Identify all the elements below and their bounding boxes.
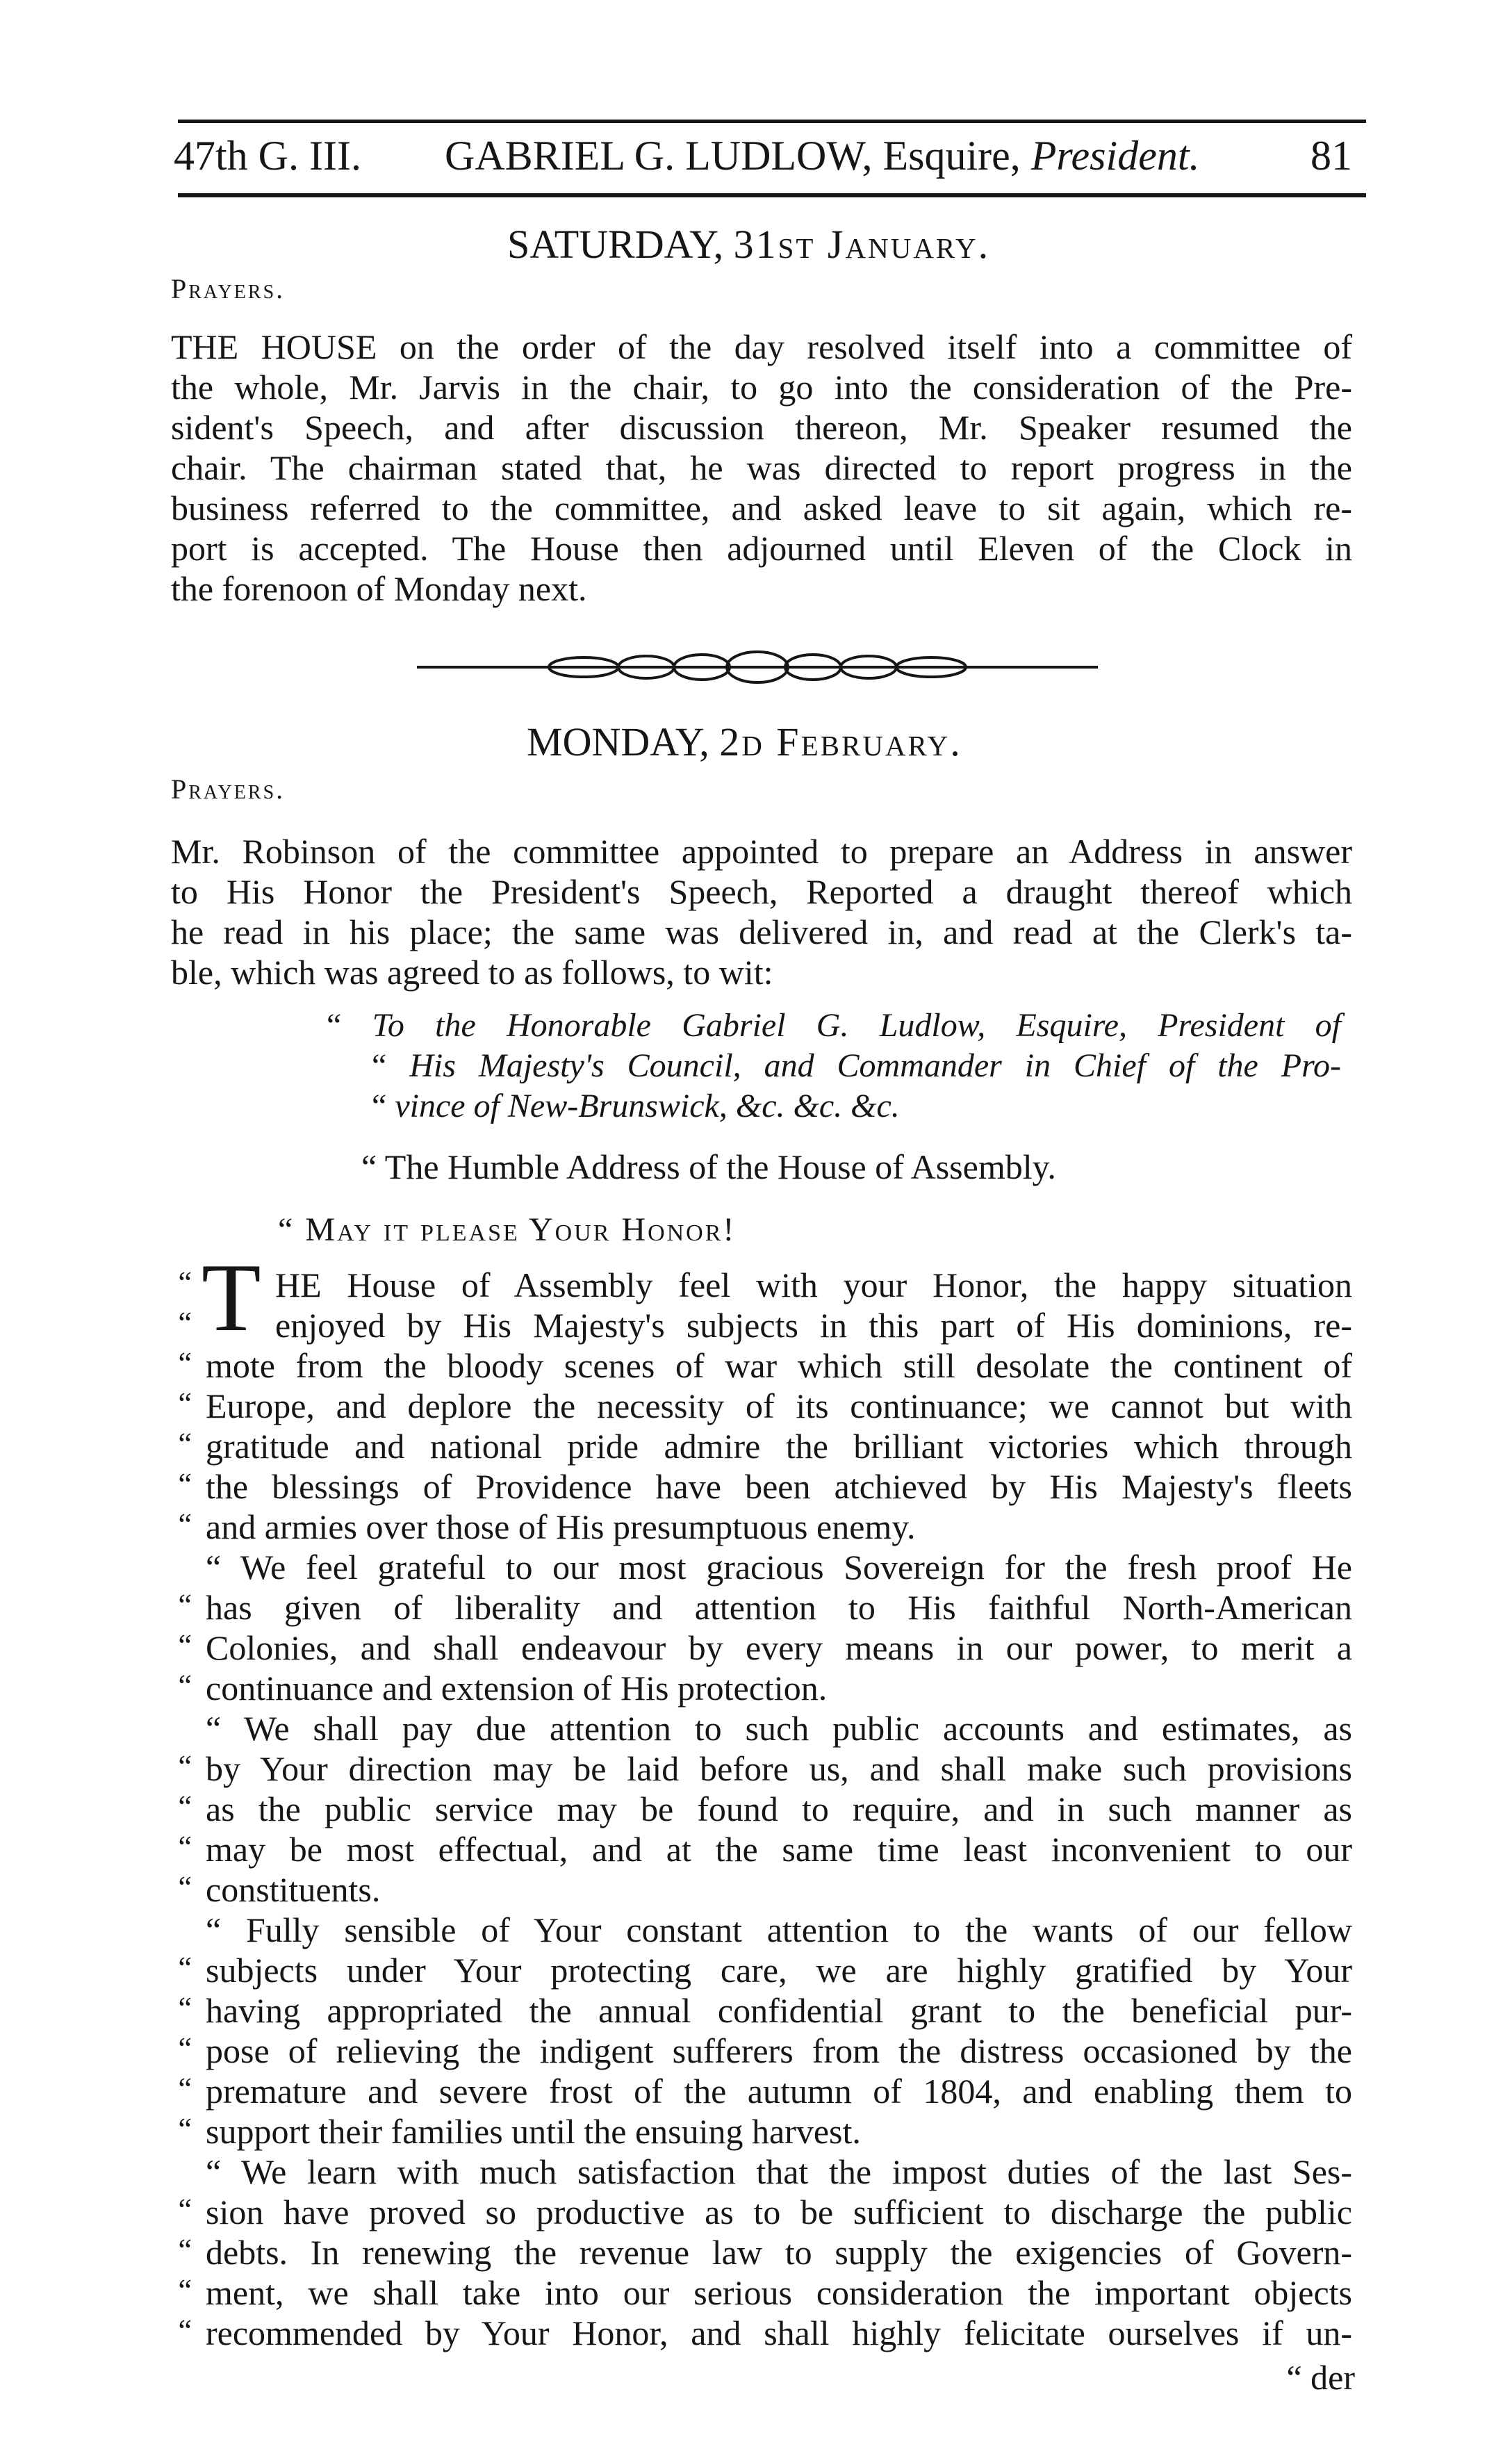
body-line: enjoyed by His Majesty's subjects in this part of His dominions, re- [275,1306,1352,1345]
body-line: sion have proved so productive as to be sufficient to discharge the public [206,2193,1352,2231]
top-rule [178,120,1366,123]
address-to-line: “ To the Honorable Gabriel G. Ludlow, Esquire, President of [327,1007,1341,1044]
body-line: mote from the bloody scenes of war which still desolate the continent of [206,1346,1352,1385]
body-line: by Your direction may be laid before us, and shall make such provisions [206,1749,1352,1788]
body-line: gratitude and national pride admire the brilliant victories which through [206,1427,1352,1466]
running-head-title [445,132,1200,195]
body-line: support their families until the ensuing harvest. [206,2112,861,2151]
monday-line: to His Honor the President's Speech, Reported a draught thereof which [171,872,1352,911]
body-line: pose of relieving the indigent sufferers from the distress occasioned by the [206,2031,1352,2070]
catchword: “ der [1286,2358,1355,2397]
saturday-prayers-label: Prayers. [171,273,286,304]
saturday-line: port is accepted. The House then adjourned until Eleven of the Clock in [171,529,1352,568]
saturday-line: the forenoon of Monday next. [171,569,587,608]
address-to-text: vince of New-Brunswick, &c. &c. &c. [395,1088,900,1124]
document-page: 47th G. III. GABRIEL G. LUDLOW, Esquire, President. 81 SATURDAY, 31st January. Prayers. THE HOUSE on the order of the day resolved itself into a committee of the whole, Mr. Jarvis in the chair, to go into the consideration of the Pre- sident's Speech, and after discussion thereon, Mr. Speaker resumed the chair. The chairman stated that, he was directed to report progress in the business referred to the committee, and asked leave to sit again, which re- port is accepted. The House then adjourned until Eleven of the Clock in the forenoon of Monday next. MONDAY, 2d February. Prayers. Mr. Robinson of the committee appointed to prepare an Address in answer to His Honor the President's Speech, Reported a draught thereof which he read in his place; the same was delivered in, and read at the Clerk's ta- ble, which was agreed to as follows, to wit: “ To the Honorable Gabriel G. Ludlow, Esquire, President of “ His Majesty's Council, and Commander in Chief of the Pro- “ vince of New-Brunswick, &c. &c. &c. “ The Humble Address of the House of Assembly. “ May it please Your Honor! T “ HE House of Assembly feel with your Honor, the happy situation “ enjoyed by His Majesty's subjects in this part of His dominions, re- “ mote from the bloody scenes of war which still desolate the continent of “ Europe, and deplore the necessity of its continuance; we cannot but with “ gratitude and national pride admire the brilliant victories which through “ the blessings of Providence have been atchieved by His Majesty's fleets “ and armies over those of His presumptuous enemy. “ We feel grateful to our most gracious Sovereign for the fresh proof He “ has given of liberality and attention to His faithful North-American “ Colonies, and shall endeavour by every means in our power, to merit a “ continuance and extension of His protection. “ We shall pay due attention to such public accounts and estimates, as “ by Your direction may be laid before us, and shall make such provisions “ as the public service may be found to require, and in such manner as “ may be most effectual, and at the same time least inconvenient to our “ constituents. “ Fully sensible of Your constant attention to the wants of our fellow “ subjects under Your protecting care, we are highly gratified by Your “ having appropriated the annual confidential grant to the beneficial pur- “ pose of relieving the indigent sufferers from the distress occasioned by the “ premature and severe frost of the autumn of 1804, and enabling them to “ support their families until the ensuing harvest. “ We learn with much satisfaction that the impost duties of the last Ses- “ sion have proved so productive as to be sufficient to discharge the public “ debts. In renewing the revenue law to supply the exigencies of Govern- “ ment, we shall take into our serious consideration the important objects “ recommended by Your Honor, and shall highly felicitate ourselves if un- “ der [0,0,1512,2449]
running-head-name: GABRIEL G. LUDLOW, [445,133,873,179]
monday-date: 2d February. [719,719,962,764]
decorative-ornament [417,646,1098,688]
saturday-line: sident's Speech, and after discussion thereon, Mr. Speaker resumed the [171,408,1352,447]
body-line: ment, we shall take into our serious consideration the important objects [206,2273,1352,2312]
running-head-esquire: Esquire, [882,133,1021,179]
body-line: “ We learn with much satisfaction that the impost duties of the last Ses- [206,2152,1352,2191]
saturday-line: business referred to the committee, and asked leave to sit again, which re- [171,489,1352,527]
body-line: subjects under Your protecting care, we are highly gratified by Your [206,1951,1352,1990]
saturday-day: SATURDAY, [507,222,724,267]
saturday-date: 31st January. [733,222,991,267]
body-line: may be most effectual, and at the same time least inconvenient to our [206,1830,1352,1869]
running-head-left: 47th G. III. [174,133,361,179]
body-line: Europe, and deplore the necessity of its continuance; we cannot but with [206,1386,1352,1425]
body-line: recommended by Your Honor, and shall highly felicitate ourselves if un- [206,2313,1352,2352]
salutation-text: May it please Your Honor! [305,1211,737,1248]
body-line: having appropriated the annual confidential grant to the beneficial pur- [206,1991,1352,2030]
body-line: premature and severe frost of the autumn of 1804, and enabling them to [206,2072,1352,2111]
page-number: 81 [1310,133,1352,179]
drop-cap: T [202,1244,261,1352]
monday-day: MONDAY, [527,719,709,764]
saturday-heading [507,221,990,268]
address-to-line: “ vince of New-Brunswick, &c. &c. &c. [372,1088,900,1124]
address-to-text: His Majesty's Council, and Commander in Chief of the Pro- [409,1047,1341,1084]
address-to-line: “ His Majesty's Council, and Commander in Chief of the Pro- [372,1047,1341,1084]
monday-heading [527,719,962,765]
body-line: as the public service may be found to require, and in such manner as [206,1789,1352,1828]
head-rule [178,193,1366,197]
monday-line: Mr. Robinson of the committee appointed to prepare an Address in answer [171,832,1352,871]
address-to-text: To the Honorable Gabriel G. Ludlow, Esquire, President of [372,1007,1341,1044]
monday-prayers-label: Prayers. [171,773,286,805]
monday-line: ble, which was agreed to as follows, to wit: [171,953,773,992]
humble-address: “ The Humble Address of the House of Assembly. [361,1147,1056,1186]
body-line: the blessings of Providence have been atchieved by His Majesty's fleets [206,1467,1352,1506]
body-line: “ Fully sensible of Your constant attention to the wants of our fellow [206,1910,1352,1949]
monday-line: he read in his place; the same was delivered in, and read at the Clerk's ta- [171,912,1352,951]
body-line: has given of liberality and attention to His faithful North-American [206,1588,1352,1627]
body-line: continuance and extension of His protection. [206,1669,828,1707]
body-line: Colonies, and shall endeavour by every means in our power, to merit a [206,1628,1352,1667]
body-line: “ We feel grateful to our most gracious Sovereign for the fresh proof He [206,1548,1352,1587]
body-line: “ We shall pay due attention to such public accounts and estimates, as [206,1709,1352,1748]
saturday-line: THE HOUSE on the order of the day resolved itself into a committee of [171,327,1352,366]
body-line: constituents. [206,1870,381,1909]
body-line: and armies over those of His presumptuous enemy. [206,1507,916,1546]
saturday-line: the whole, Mr. Jarvis in the chair, to go into the consideration of the Pre- [171,368,1352,407]
salutation: “ May it please Your Honor! [278,1211,737,1248]
humble-address-text: The Humble Address of the House of Assembly. [384,1147,1056,1186]
body-line: debts. In renewing the revenue law to supply the exigencies of Govern- [206,2233,1352,2272]
running-head-role: President. [1030,133,1200,179]
body-line: HE House of Assembly feel with your Honor, the happy situation [275,1266,1352,1304]
saturday-line: chair. The chairman stated that, he was directed to report progress in the [171,448,1352,487]
